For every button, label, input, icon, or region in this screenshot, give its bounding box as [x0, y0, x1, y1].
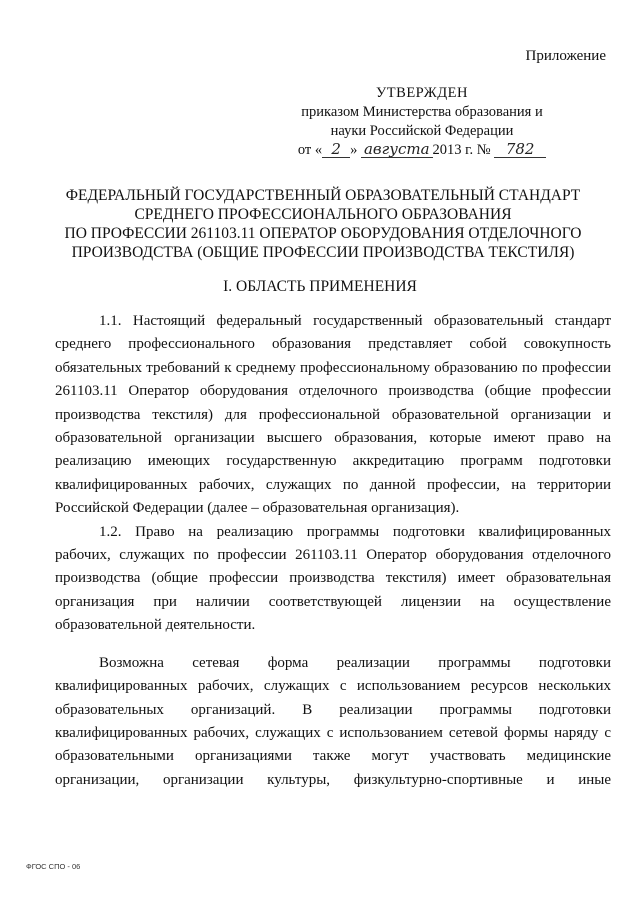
title-line-4: ПРОИЗВОДСТВА (ОБЩИЕ ПРОФЕССИИ ПРОИЗВОДСТВА ТЕКСТИЛЯ) — [71, 244, 575, 261]
paragraph-network-form: Возможна сетевая форма реализации программы подготовки квалифицированных рабочих, служащих с использованием ресурсов нескольких образовательных организаций. В реализации программы подготовки квалифицированных рабочих, служащих с использованием сетевой формы наряду с образовательными организациями также могут участвовать медицинские организации, организации культуры, физкультурно-спортивные и иные — [55, 654, 611, 788]
approval-block — [272, 84, 572, 160]
document-title — [58, 186, 588, 262]
footer-code: ФГОС СПО - 06 — [26, 862, 81, 871]
date-year: 2013 г. № — [432, 142, 491, 158]
appendix-label: Приложение — [525, 48, 606, 64]
section-heading: I. ОБЛАСТЬ ПРИМЕНЕНИЯ — [223, 278, 417, 295]
order-line-2: науки Российской Федерации — [330, 123, 514, 139]
order-date-line — [272, 141, 572, 160]
approved-heading: УТВЕРЖДЕН — [376, 85, 468, 101]
paragraph-1-1: 1.1. Настоящий федеральный государственный образовательный стандарт среднего профессионального образования представляет собой совокупность обязательных требований к среднему профессиональному образованию по профессии 261103.11 Оператор оборудования отделочного производства (общие профессии производства текстиля) для профессиональной образовательной организации и образовательной организации высшего образования, которые имеют право на реализацию имеющих государственную аккредитацию программ подготовки квалифицированных рабочих, служащих по данной профессии, на территории Российской Федерации (далее – образовательная организация). — [55, 313, 611, 517]
document-body — [55, 310, 611, 792]
title-line-1: ФЕДЕРАЛЬНЫЙ ГОСУДАРСТВЕННЫЙ ОБРАЗОВАТЕЛЬНЫЙ СТАНДАРТ — [65, 187, 581, 204]
title-line-3: ПО ПРОФЕССИИ 261103.11 ОПЕРАТОР ОБОРУДОВАНИЯ ОТДЕЛОЧНОГО — [64, 225, 582, 242]
paragraph-1-2: 1.2. Право на реализацию программы подготовки квалифицированных рабочих, служащих по профессии 261103.11 Оператор оборудования отделочного производства (общие профессии производства текстиля) имеет образовательная организация при наличии соответствующей лицензии на осуществление образовательной деятельности. — [55, 523, 611, 634]
handwritten-order-number: 782 — [494, 141, 546, 158]
date-mid: » — [350, 142, 358, 158]
title-line-2: СРЕДНЕГО ПРОФЕССИОНАЛЬНОГО ОБРАЗОВАНИЯ — [134, 206, 512, 223]
handwritten-day: 2 — [322, 141, 350, 158]
date-prefix: от « — [297, 142, 323, 158]
order-line-1: приказом Министерства образования и — [301, 104, 543, 120]
handwritten-month: августа — [361, 141, 433, 158]
